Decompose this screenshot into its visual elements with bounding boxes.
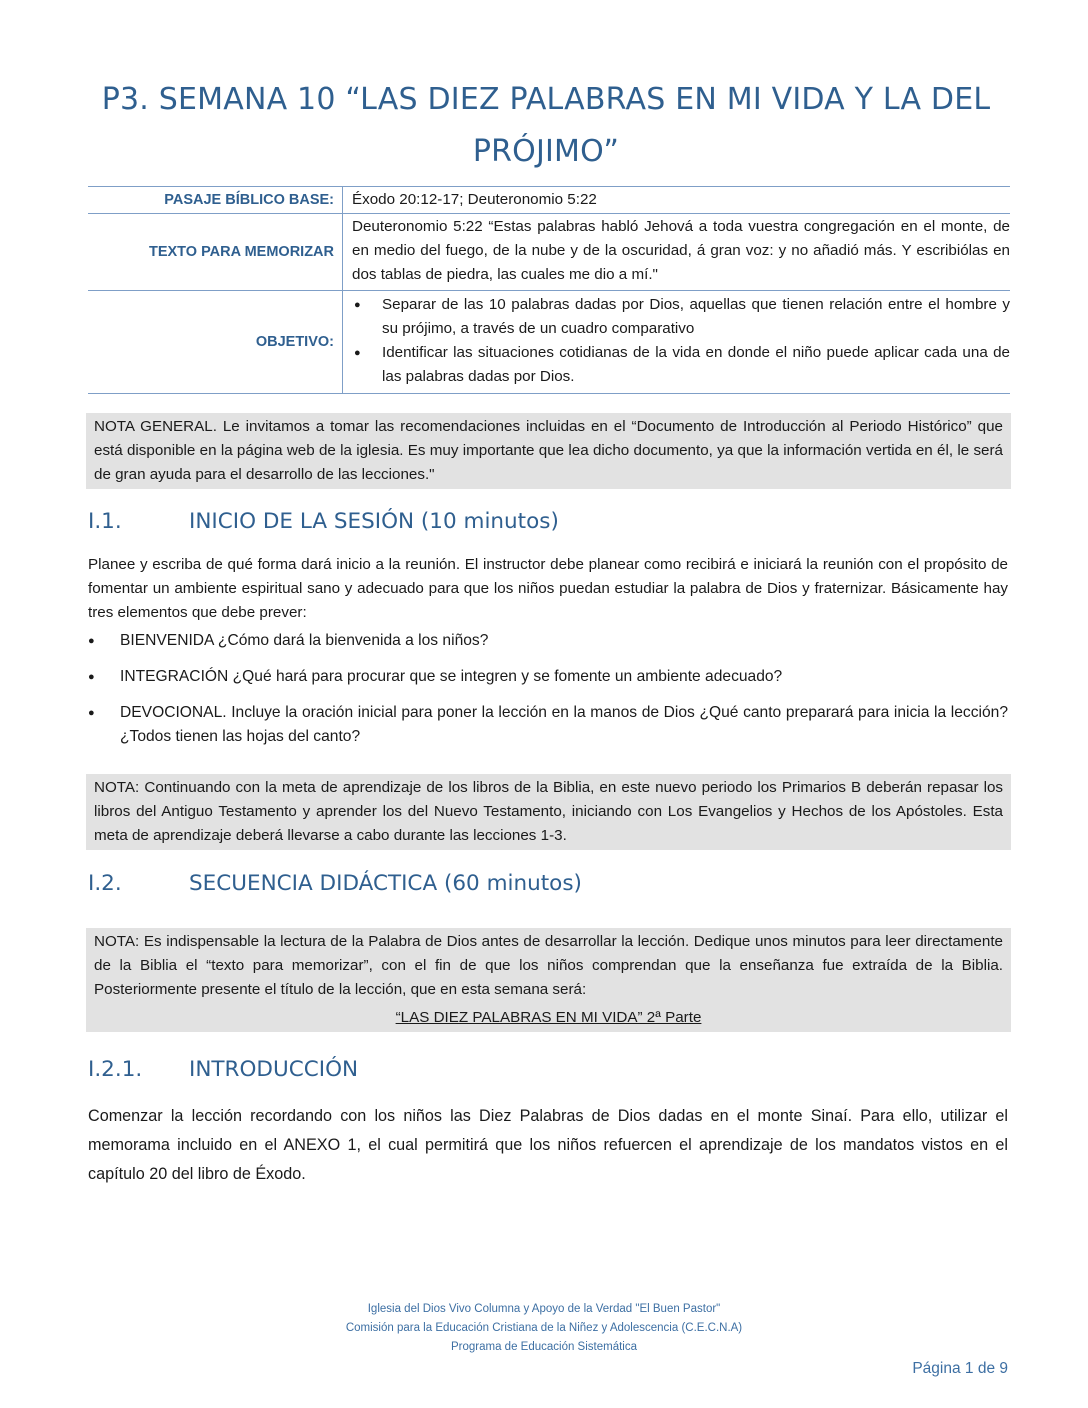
footer-church: Iglesia del Dios Vivo Columna y Apoyo de la Verdad "El Buen Pastor" <box>367 1303 721 1315</box>
nota-lectura-text: NOTA: Es indispensable la lectura de la Palabra de Dios antes de desarrollar la lección. Dedique unos minutos para leer directamente de la Biblia el “texto para memorizar”, con el fin de que los niños comprendan que la enseñanza fue extraída de la Biblia. Posteriormente presente el título de la lección, que en esta semana será: <box>94 933 1003 998</box>
page-title: P3. SEMANA 10 “LAS DIEZ PALABRAS EN MI VIDA Y LA DEL PRÓJIMO” <box>101 82 991 169</box>
lesson-title: “LAS DIEZ PALABRAS EN MI VIDA” 2ª Parte <box>395 1009 702 1026</box>
section-heading-secuencia <box>88 871 582 896</box>
texto-row <box>88 214 1010 291</box>
list-item: ● BIENVENIDA ¿Cómo dará la bienvenida a los niños? <box>88 629 1008 653</box>
bullet-icon: ● <box>354 299 361 311</box>
section-number: I.1. <box>88 509 122 534</box>
introduccion-text: Comenzar la lección recordando con los niños las Diez Palabras de Dios dadas en el monte Sinaí. Para ello, utilizar el memorama incluido en el ANEXO 1, el cual permitirá que los niños refuercen el aprendizaje de los mandatos vistos en el capítulo 20 del libro de Éxodo. <box>88 1107 1008 1183</box>
bullet-icon: ● <box>88 671 95 683</box>
inicio-elements-list <box>88 629 1008 749</box>
section-number: I.2. <box>88 871 122 896</box>
footer-commission: Comisión para la Educación Cristiana de la Niñez y Adolescencia (C.E.C.N.A) <box>345 1322 743 1334</box>
objetivo-item: ● Separar de las 10 palabras dadas por Dios, aquellas que tienen relación entre el hombre y su prójimo, a través de un cuadro comparativo <box>352 293 1010 341</box>
bullet-icon: ● <box>354 347 361 359</box>
section-number: I.2.1. <box>88 1057 143 1082</box>
list-item: ● INTEGRACIÓN ¿Qué hará para procurar que se integren y se fomente un ambiente adecuado? <box>88 665 1008 689</box>
section-title: INTRODUCCIÓN <box>189 1057 359 1082</box>
section-title: INICIO DE LA SESIÓN (10 minutos) <box>189 509 559 534</box>
section-title: SECUENCIA DIDÁCTICA (60 minutos) <box>189 871 582 896</box>
texto-value: Deuteronomio 5:22 “Estas palabras habló Jehová a toda vuestra congregación en el monte, de en medio del fuego, de la nube y de la oscuridad, á gran voz: y no añadió más. Y escribiólas en dos tablas de piedra, las cuales me dio a mí." <box>352 218 1010 283</box>
lesson-info-table <box>88 186 1010 394</box>
bullet-icon: ● <box>88 707 95 719</box>
pasaje-row <box>88 187 1010 214</box>
section-heading-inicio <box>88 509 559 534</box>
pasaje-value: Éxodo 20:12-17; Deuteronomio 5:22 <box>352 191 597 208</box>
objetivo-label: OBJETIVO: <box>88 291 343 394</box>
objetivo-row <box>88 291 1010 394</box>
footer <box>0 1300 1088 1357</box>
section-heading-introduccion <box>88 1057 358 1082</box>
list-item: ● DEVOCIONAL. Incluye la oración inicial para poner la lección en la manos de Dios ¿Qué canto preparará para inicia la lección? ¿Todos tienen las hojas del canto? <box>88 701 1008 749</box>
objetivo-item: ● Identificar las situaciones cotidianas de la vida en donde el niño puede aplicar cada una de las palabras dadas por Dios. <box>352 341 1010 389</box>
footer-program: Programa de Educación Sistemática <box>450 1341 637 1353</box>
nota-libros-biblia: NOTA: Continuando con la meta de aprendizaje de los libros de la Biblia, en este nuevo periodo los Primarios B deberán repasar los libros del Antiguo Testamento y aprender los del Nuevo Testamento, iniciando con Los Evangelios y Hechos de los Apóstoles. Esta meta de aprendizaje deberá llevarse a cabo durante las lecciones 1-3. <box>86 774 1011 850</box>
page-number: Página 1 de 9 <box>912 1360 1008 1377</box>
inicio-intro: Planee y escriba de qué forma dará inicio a la reunión. El instructor debe planear como recibirá e iniciará la reunión con el propósito de fomentar un ambiente espiritual sano y adecuado para que los niños puedan estudiar la palabra de Dios y fraternizar. Básicamente hay tres elementos que debe prever: <box>88 556 1008 621</box>
nota-general: NOTA GENERAL. Le invitamos a tomar las recomendaciones incluidas en el “Documento de Introducción al Periodo Histórico” que está disponible en la página web de la iglesia. Es muy importante que lea dicho documento, ya que la información vertida en él, le será de gran ayuda para el desarrollo de las lecciones." <box>86 413 1011 489</box>
pasaje-label: PASAJE BÍBLICO BASE: <box>88 187 343 214</box>
objetivos-list <box>352 293 1010 389</box>
texto-label: TEXTO PARA MEMORIZAR <box>88 214 343 291</box>
bullet-icon: ● <box>88 635 95 647</box>
nota-lectura <box>86 928 1011 1032</box>
